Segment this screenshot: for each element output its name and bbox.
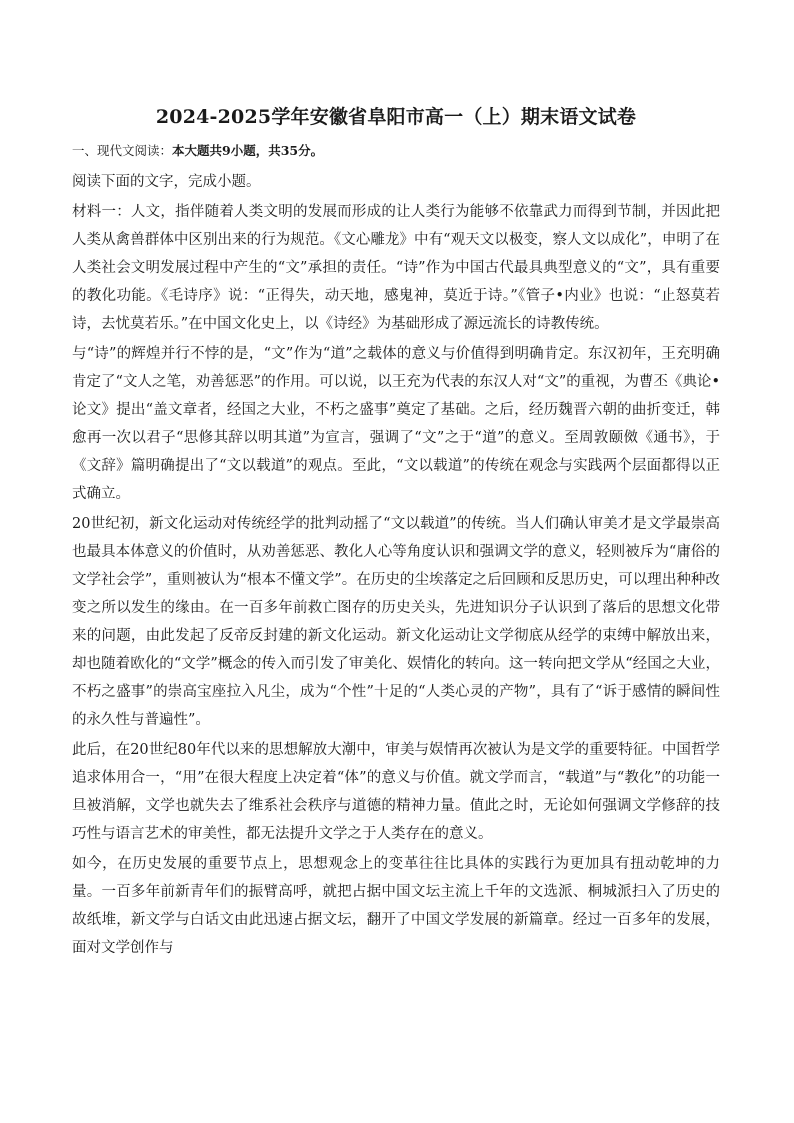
exam-page (72, 100, 720, 964)
paragraph-2: 与“诗”的辉煌并行不悖的是，“文”作为“道”之载体的意义与价值得到明确肯定。东汉初年，王充明确肯定了“文人之笔，劝善惩恶”的作用。可以说，以王充为代表的东汉人对“文”的重视，为曹丕《典论•论文》提出“盖文章者，经国之大业，不朽之盛事”奠定了基础。之后，经历魏晋六朝的曲折变迁，韩愈再一次以君子“思修其辞以明其道”为宣言，强调了“文”之于“道”的意义。至周敦颐傚《通书》，于《文辞》篇明确提出了“文以载道”的观点。至此，“文以载道”的传统在观念与实践两个层面都得以正式确立。 (72, 346, 720, 502)
section-heading (72, 140, 720, 162)
paragraph-3: 20世纪初，新文化运动对传统经学的批判动摇了“文以载道”的传统。当人们确认审美才是文学最崇高也最具本体意义的价值时，从劝善惩恶、教化人心等角度认识和强调文学的意义，轻则被斥为“庸俗的文学社会学”，重则被认为“根本不懂文学”。在历史的尘埃落定之后回顾和反思历史，可以理出种种改变之所以发生的缘由。在一百多年前救亡图存的历史关头，先进知识分子认识到了落后的思想文化带来的问题，由此发起了反帝反封建的新文化运动。新文化运动让文学彻底从经学的束缚中解放出来，却也随着欧化的“文学”概念的传入而引发了审美化、娱情化的转向。这一转向把文学从“经国之大业，不朽之盛事”的崇高宝座拉入凡尘，成为“个性”十足的“人类心灵的产物”，具有了“诉于感情的瞬间性的永久性与普遍性”。 (72, 516, 720, 728)
reading-instruction: 阅读下面的文字，完成小题。 (72, 174, 261, 190)
paragraph-4: 此后，在20世纪80年代以来的思想解放大潮中，审美与娱情再次被认为是文学的重要特征。中国哲学追求体用合一，“用”在很大程度上决定着“体”的意义与价值。就文学而言，“载道”与“教化”的功能一旦被消解，文学也就失去了维系社会秩序与道德的精神力量。值此之时，无论如何强调文学修辞的技巧性与语言艺术的审美性，都无法提升文学之于人类存在的意义。 (72, 742, 720, 842)
paragraph-5: 如今，在历史发展的重要节点上，思想观念上的变革往往比具体的实践行为更加具有扭动乾坤的力量。一百多年前新青年们的振臂高呼，就把占据中国文坛主流上千年的文选派、桐城派扫入了历史的故纸堆，新文学与白话文由此迅速占据文坛，翻开了中国文学发展的新篇章。经过一百多年的发展，面对文学创作与 (72, 856, 720, 956)
paragraph-1: 材料一：人文，指伴随着人类文明的发展而形成的让人类行为能够不依靠武力而得到节制，并因此把人类从禽兽群体中区别出来的行为规范。《文心雕龙》中有“观天文以极变，察人文以成化”，申明了在人类社会文明发展过程中产生的“文”承担的责任。“诗”作为中国古代最具典型意义的“文”，具有重要的教化功能。《毛诗序》说：“正得失，动天地，感鬼神，莫近于诗。”《管子•内业》也说：“止怒莫若诗，去忧莫若乐。”在中国文化史上，以《诗经》为基础形成了源远流长的诗教传统。 (72, 204, 720, 332)
section-detail: 本大题共9小题，共35分。 (172, 143, 324, 158)
section-label: 一、现代文阅读： (72, 143, 173, 158)
exam-title: 2024-2025学年安徽省阜阳市高一（上）期末语文试卷 (155, 106, 637, 128)
